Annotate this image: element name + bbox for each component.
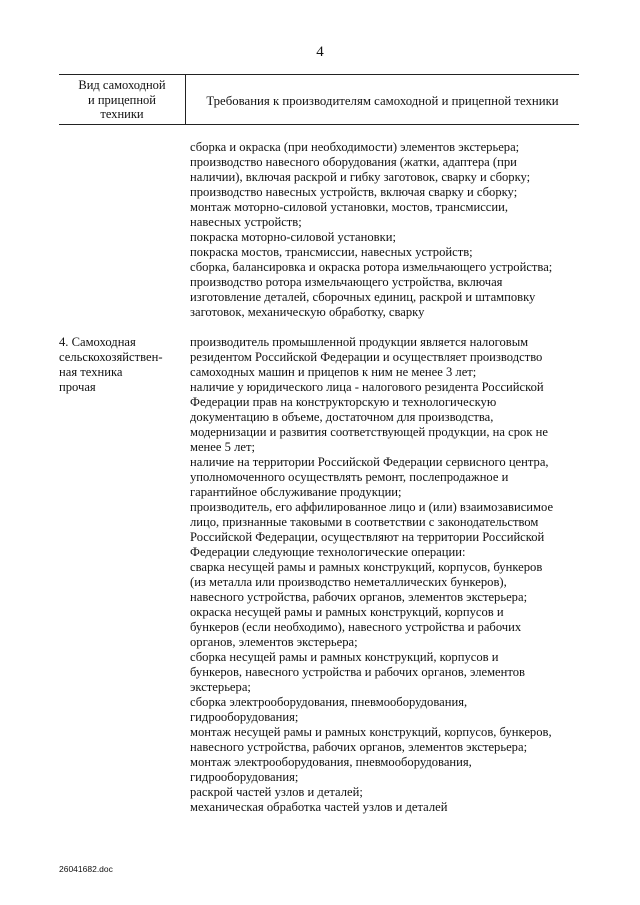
- text-line: самоходных машин и прицепов к ним не менее 3 лет;: [190, 365, 477, 379]
- text-line: уполномоченного осуществлять ремонт, послепродажное и: [190, 470, 509, 484]
- text-line: лицо, признанные таковыми в соответствии с законодательством: [190, 515, 539, 529]
- label-line: ная техника: [59, 365, 123, 379]
- text-line: наличие на территории Российской Федерации сервисного центра,: [190, 455, 549, 469]
- label-line: сельскохозяйствен-: [59, 350, 163, 364]
- label-line: прочая: [59, 380, 96, 394]
- text-line: наличие у юридического лица - налогового резидента Российской: [190, 380, 544, 394]
- text-line: сборка электрооборудования, пневмооборудования,: [190, 695, 468, 709]
- text-line: сварка несущей рамы и рамных конструкций, корпусов, бункеров: [190, 560, 543, 574]
- text-line: менее 5 лет;: [190, 440, 255, 454]
- text-line: производитель промышленной продукции является налоговым: [190, 335, 529, 349]
- table-header-bottom-border: [59, 124, 579, 125]
- text-line: монтаж моторно-силовой установки, мостов, трансмиссии,: [190, 200, 509, 214]
- text-line: производство ротора измельчающего устройства, включая: [190, 275, 503, 289]
- text-line: покраска моторно-силовой установки;: [190, 230, 396, 244]
- footer-document-code: 26041682.doc: [59, 864, 113, 874]
- header-line: техники: [100, 107, 144, 121]
- text-line: Федерации прав на конструкторскую и технологическую: [190, 395, 497, 409]
- header-line: и прицепной: [88, 92, 156, 107]
- text-line: сборка, балансировка и окраска ротора измельчающего устройства;: [190, 260, 553, 274]
- text-line: покраска мостов, трансмиссии, навесных устройств;: [190, 245, 473, 259]
- text-line: навесного устройства, рабочих органов, элементов экстерьера;: [190, 740, 528, 754]
- text-line: бункеров (если необходимо), навесного устройства и рабочих: [190, 620, 522, 634]
- text-line: изготовление деталей, сборочных единиц, раскрой и штамповку: [190, 290, 536, 304]
- text-line: сборка несущей рамы и рамных конструкций, корпусов и: [190, 650, 499, 664]
- page-number: 4: [316, 44, 324, 60]
- section-4-requirements: [190, 335, 553, 815]
- text-line: гидрооборудования;: [190, 710, 299, 724]
- text-line: заготовок, механическую обработку, сварку: [190, 305, 425, 319]
- text-line: раскрой частей узлов и деталей;: [190, 785, 363, 799]
- text-line: навесного устройства, рабочих органов, элементов экстерьера;: [190, 590, 528, 604]
- text-line: производитель, его аффилированное лицо и (или) взаимозависимое: [190, 500, 554, 514]
- text-line: экстерьера;: [190, 680, 251, 694]
- label-line: 4. Самоходная: [59, 335, 136, 349]
- text-line: производство навесного оборудования (жатки, адаптера (при: [190, 155, 517, 169]
- text-line: Российской Федерации, осуществляют на территории Российской: [190, 530, 545, 544]
- column-header-requirements: Требования к производителям самоходной и прицепной техники: [206, 94, 559, 108]
- text-line: гарантийное обслуживание продукции;: [190, 485, 402, 499]
- table-top-border: [59, 74, 579, 75]
- text-line: (из металла или производство неметаллических бункеров),: [190, 575, 507, 589]
- continuation-requirements: [190, 140, 552, 320]
- text-line: сборка и окраска (при необходимости) элементов экстерьера;: [190, 140, 520, 154]
- text-line: документацию в объеме, достаточном для производства,: [190, 410, 494, 424]
- text-line: Федерации следующие технологические операции:: [190, 545, 466, 559]
- column-header-vehicle-type: [59, 78, 185, 122]
- text-line: монтаж электрооборудования, пневмооборудования,: [190, 755, 472, 769]
- text-line: гидрооборудования;: [190, 770, 299, 784]
- text-line: наличии), включая раскрой и гибку заготовок, сварку и сборку;: [190, 170, 531, 184]
- section-4-label: [59, 335, 163, 395]
- header-line: Вид самоходной: [78, 78, 166, 92]
- text-line: бункеров, навесного устройства и рабочих органов, элементов: [190, 665, 525, 679]
- text-line: модернизации и развития соответствующей продукции, на срок не: [190, 425, 548, 439]
- text-line: механическая обработка частей узлов и деталей: [190, 800, 448, 814]
- text-line: окраска несущей рамы и рамных конструкций, корпусов и: [190, 605, 504, 619]
- text-line: монтаж несущей рамы и рамных конструкций, корпусов, бункеров,: [190, 725, 552, 739]
- text-line: производство навесных устройств, включая сварку и сборку;: [190, 185, 518, 199]
- text-line: органов, элементов экстерьера;: [190, 635, 358, 649]
- text-line: резидентом Российской Федерации и осуществляет производство: [190, 350, 543, 364]
- text-line: навесных устройств;: [190, 215, 302, 229]
